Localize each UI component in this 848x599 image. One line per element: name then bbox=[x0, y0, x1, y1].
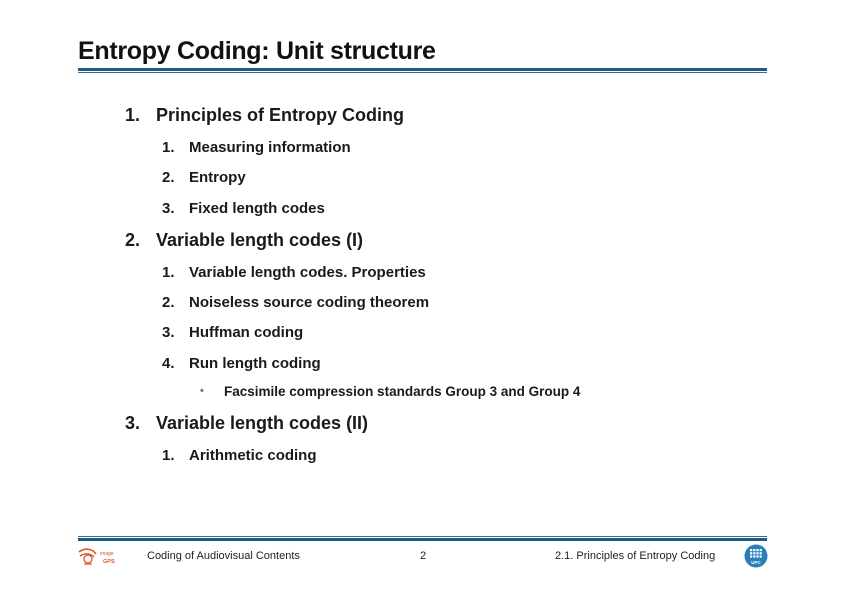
outline-subitem-label: Run length coding bbox=[189, 355, 321, 372]
bullet-icon: • bbox=[200, 385, 204, 397]
outline-subitem-label: Arithmetic coding bbox=[189, 447, 317, 464]
outline-subitem-number: 2. bbox=[162, 294, 175, 311]
outline-item-number: 2. bbox=[125, 230, 141, 250]
outline-subitem-label: Variable length codes. Properties bbox=[189, 264, 426, 281]
outline-subitem-number: 1. bbox=[162, 139, 175, 156]
outline-subitem-label: Noiseless source coding theorem bbox=[189, 294, 430, 311]
outline-subitem-number: 1. bbox=[162, 447, 175, 464]
upc-logo bbox=[744, 544, 768, 568]
outline-bullet-label: Facsimile compression standards Group 3 and Group 4 bbox=[224, 384, 581, 399]
footer-course-title: Coding of Audiovisual Contents bbox=[147, 550, 300, 562]
outline-item-label: Principles of Entropy Coding bbox=[156, 105, 405, 125]
outline-item-label: Variable length codes (II) bbox=[156, 413, 369, 433]
outline-subitem-label: Entropy bbox=[189, 169, 246, 186]
footer-page-number: 2 bbox=[420, 550, 427, 562]
upc-logo-text: UPC bbox=[751, 560, 761, 565]
logo-text-bottom: GPS bbox=[103, 559, 115, 565]
footer-section-title: 2.1. Principles of Entropy Coding bbox=[555, 550, 716, 562]
outline-subitem-number: 1. bbox=[162, 264, 175, 281]
outline-subitem-number: 2. bbox=[162, 169, 175, 186]
outline-item-number: 1. bbox=[125, 105, 141, 125]
outline-item-label: Variable length codes (I) bbox=[156, 230, 364, 250]
outline-subitem-label: Measuring information bbox=[189, 139, 351, 156]
outline-subitem-number: 4. bbox=[162, 355, 175, 372]
gps-image-processing-logo bbox=[76, 544, 120, 568]
footer-divider bbox=[78, 536, 767, 541]
outline-item-number: 3. bbox=[125, 413, 141, 433]
slide-title: Entropy Coding: Unit structure bbox=[78, 37, 436, 65]
outline-subitem-label: Fixed length codes bbox=[189, 200, 325, 217]
logo-text-top: image bbox=[100, 551, 114, 557]
outline-subitem-number: 3. bbox=[162, 324, 175, 341]
outline-subitem-number: 3. bbox=[162, 200, 175, 217]
outline-subitem-label: Huffman coding bbox=[189, 324, 304, 341]
